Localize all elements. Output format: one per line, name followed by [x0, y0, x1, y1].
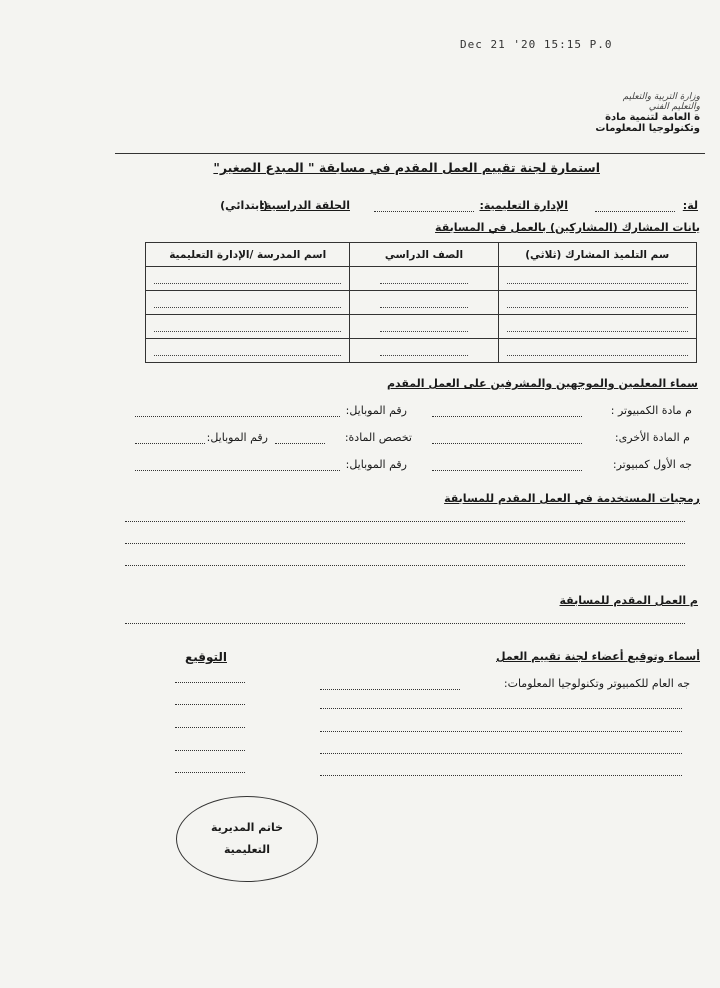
- stage-label: الحلقة الدراسية:: [260, 199, 350, 212]
- mobile-field-3[interactable]: [135, 469, 340, 471]
- cell-school[interactable]: [146, 339, 350, 363]
- software-line-2[interactable]: [125, 542, 685, 544]
- mobile-label-1: رقم الموبايل:: [345, 404, 407, 417]
- signature-field-3[interactable]: [175, 726, 245, 728]
- cell-grade[interactable]: [350, 267, 498, 291]
- mobile-field-2[interactable]: [135, 442, 205, 444]
- header-rule: [115, 153, 705, 154]
- logo-line-3: ة العامة لتنمية مادة: [605, 112, 700, 123]
- cell-school[interactable]: [146, 291, 350, 315]
- table-row: [146, 291, 697, 315]
- idara-field[interactable]: [374, 210, 474, 212]
- work-title-line[interactable]: [125, 622, 685, 624]
- mobile-field-1[interactable]: [135, 415, 340, 417]
- teachers-heading: سماء المعلمين والموجهين والمشرفين على العمل المقدم: [386, 377, 698, 390]
- computer-supervisor-field[interactable]: [432, 469, 582, 471]
- cell-school[interactable]: [146, 315, 350, 339]
- computer-teacher-field[interactable]: [432, 415, 582, 417]
- cell-grade[interactable]: [350, 291, 498, 315]
- computer-supervisor-label: جه الأول كمبيوتر:: [612, 458, 692, 471]
- cell-student[interactable]: [498, 267, 696, 291]
- table-header-row: [146, 243, 697, 267]
- col-school: اسم المدرسة /الإدارة التعليمية: [146, 243, 350, 267]
- first-member-label: جه العام للكمبيوتر وتكنولوجيا المعلومات:: [503, 677, 690, 690]
- member-field-4[interactable]: [320, 752, 682, 754]
- software-line-3[interactable]: [125, 564, 685, 566]
- member-field-1[interactable]: [320, 688, 460, 690]
- member-field-5[interactable]: [320, 774, 682, 776]
- cell-school[interactable]: [146, 267, 350, 291]
- directorate-seal: [176, 796, 318, 882]
- fax-header: Dec 21 '20 15:15 P.0: [460, 38, 613, 51]
- participants-table: [145, 242, 697, 363]
- col-grade: الصف الدراسي: [350, 243, 498, 267]
- seal-line-1: خاتم المديرية: [210, 821, 284, 834]
- info-start-label: لة:: [682, 199, 698, 212]
- signature-field-4[interactable]: [175, 749, 245, 751]
- other-subject-label: م المادة الأخرى:: [614, 431, 690, 444]
- committee-heading: أسماء وتوقيع أعضاء لجنة تقييم العمل: [496, 650, 700, 663]
- member-field-3[interactable]: [320, 730, 682, 732]
- work-title-heading: م العمل المقدم للمسابقة: [559, 594, 698, 607]
- table-row: [146, 315, 697, 339]
- col-student: سم التلميذ المشارك (ثلاثي): [498, 243, 696, 267]
- idara-label: الإدارة التعليمية:: [479, 199, 568, 212]
- cell-student[interactable]: [498, 339, 696, 363]
- signature-field-1[interactable]: [175, 681, 245, 683]
- signature-heading: التوقيع: [185, 650, 227, 664]
- signature-field-2[interactable]: [175, 703, 245, 705]
- cell-student[interactable]: [498, 291, 696, 315]
- form-title: استمارة لجنة تقييم العمل المقدم في مسابقة " المبدع الصغير": [213, 160, 600, 175]
- seal-line-2: التعليمية: [223, 843, 271, 856]
- signature-field-5[interactable]: [175, 771, 245, 773]
- other-subject-field[interactable]: [432, 442, 582, 444]
- cell-grade[interactable]: [350, 339, 498, 363]
- logo-line-2: والتعليم الفني: [648, 102, 700, 112]
- cell-student[interactable]: [498, 315, 696, 339]
- software-line-1[interactable]: [125, 520, 685, 522]
- info-field-1[interactable]: [595, 210, 675, 212]
- specialty-field[interactable]: [275, 442, 325, 444]
- mobile-label-2: رقم الموبايل:: [206, 431, 268, 444]
- software-heading: رمجيات المستخدمة في العمل المقدم للمسابقة: [444, 492, 700, 505]
- ministry-logo: [580, 92, 700, 134]
- cell-grade[interactable]: [350, 315, 498, 339]
- logo-line-4: وتكنولوجيا المعلومات: [595, 123, 700, 134]
- stage-value: (ابتدائي): [220, 199, 268, 212]
- logo-line-1: وزارة التربية والتعليم: [622, 92, 700, 102]
- member-field-2[interactable]: [320, 707, 682, 709]
- participants-heading: يانات المشارك (المشاركين) بالعمل في المسابقة: [435, 221, 700, 234]
- table-row: [146, 267, 697, 291]
- mobile-label-3: رقم الموبايل:: [345, 458, 407, 471]
- computer-teacher-label: م مادة الكمبيوتر :: [610, 404, 692, 417]
- table-row: [146, 339, 697, 363]
- specialty-label: تخصص المادة:: [344, 431, 412, 444]
